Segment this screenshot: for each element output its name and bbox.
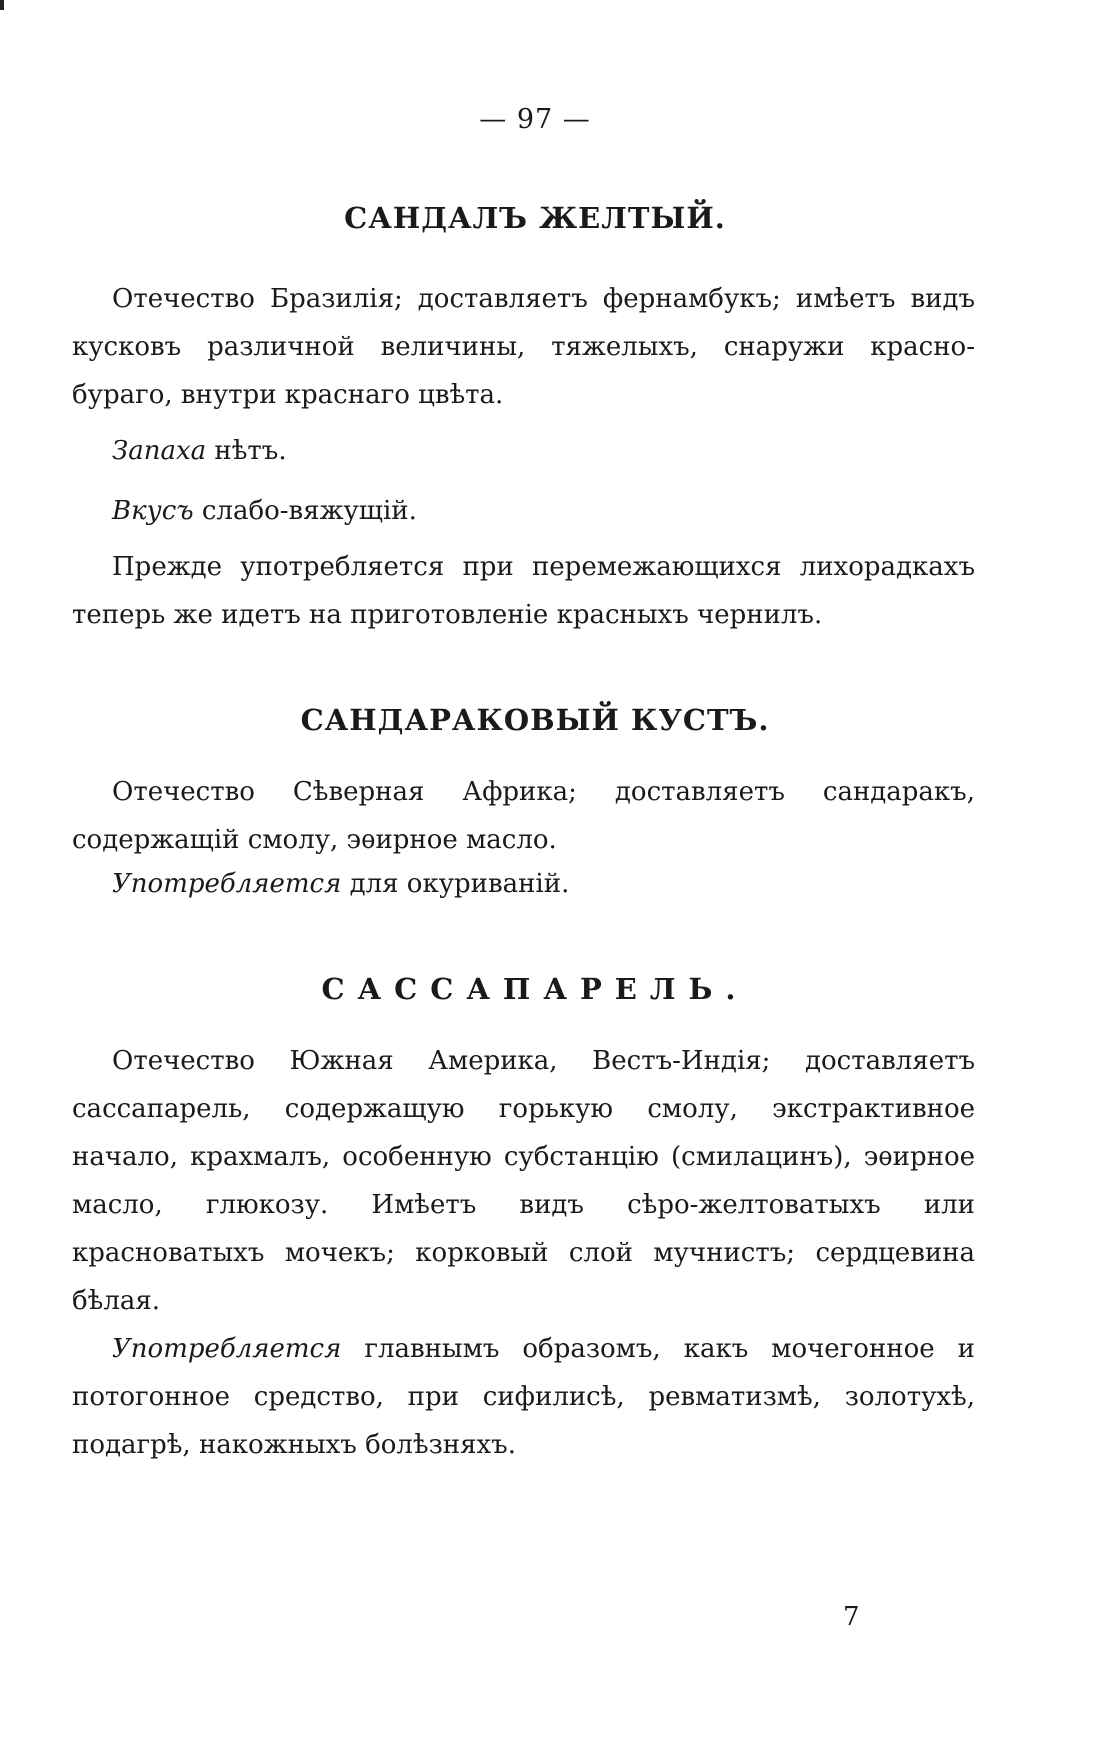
paragraph-text: Прежде употребляется при перемежающихся лихорадкахъ теперь же идетъ на приготовленіе красныхъ чернилъ. xyxy=(72,552,975,630)
paragraph-sandal-origin xyxy=(72,275,975,419)
paragraph-text: нѣтъ. xyxy=(206,436,287,466)
paragraph-sarsaparilla-origin xyxy=(72,1037,975,1325)
section-heading-sarsaparilla: САССАПАРЕЛЬ. xyxy=(321,972,749,1006)
paragraph-lead: Употребляется xyxy=(112,1334,342,1364)
paragraph-sandal-taste xyxy=(72,487,975,535)
scan-edge-mark xyxy=(0,0,4,10)
paragraph-lead: Употребляется xyxy=(112,869,342,899)
paragraph-sandal-smell xyxy=(72,427,975,475)
paragraph-text: Отечество Бразилія; доставляетъ фернамбукъ; имѣетъ видъ кусковъ различной величины, тяжелыхъ, снаружи красно-бураго, внутри краснаго цвѣта. xyxy=(72,284,975,410)
paragraph-lead: Запаха xyxy=(112,436,207,466)
paragraph-sarsaparilla-use xyxy=(72,1325,975,1469)
paragraph-text: Отечество Сѣверная Африка; доставляетъ сандаракъ, содержащій смолу, эѳирное масло. xyxy=(72,777,975,855)
section-heading-sandal: САНДАЛЪ ЖЕЛТЫЙ. xyxy=(344,201,726,235)
paragraph-text: Отечество Южная Америка, Вестъ-Индія; доставляетъ сассапарель, содержащую горькую смолу, экстрактивное начало, крахмалъ, особенную субстанцію (смилацинъ), эѳирное масло, глюкозу. Имѣетъ видъ сѣро-желтоватыхъ или красноватыхъ мочекъ; корковый слой мучнистъ; сердцевина бѣлая. xyxy=(72,1046,975,1316)
paragraph-sandal-use xyxy=(72,543,975,639)
paragraph-sandarac-use xyxy=(72,860,975,908)
signature-mark: 7 xyxy=(843,1602,860,1632)
paragraph-text: для окуриваній. xyxy=(341,869,570,899)
page-number: — 97 — xyxy=(479,104,591,135)
paragraph-text: слабо-вяжущій. xyxy=(193,496,417,526)
paragraph-text: главнымъ образомъ, какъ мочегонное и потогонное средство, при сифилисѣ, ревматизмѣ, золотухѣ, подагрѣ, накожныхъ болѣзняхъ. xyxy=(72,1334,975,1460)
paragraph-sandarac-origin xyxy=(72,768,975,864)
paragraph-lead: Вкусъ xyxy=(112,496,194,526)
section-heading-sandarac: САНДАРАКОВЫЙ КУСТЪ. xyxy=(300,703,770,737)
